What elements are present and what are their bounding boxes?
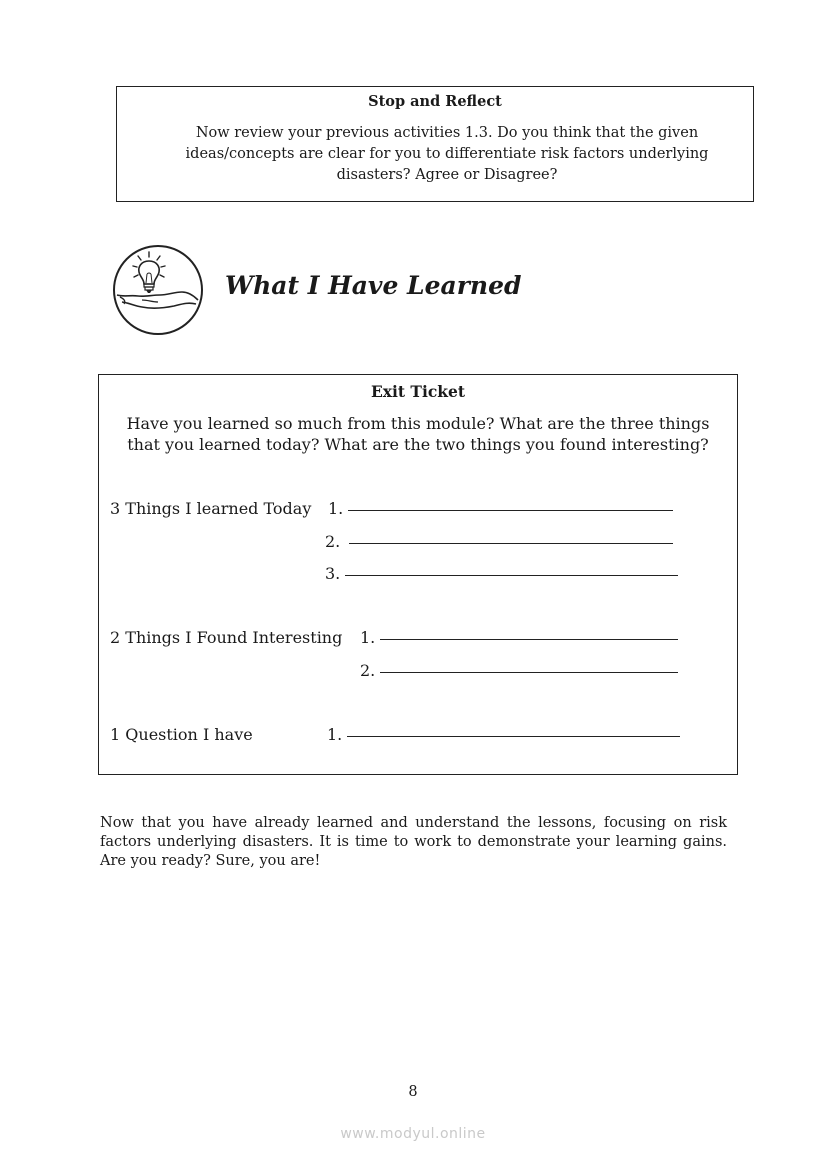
- question-blank-1[interactable]: [327, 725, 680, 744]
- exit-ticket-box: [98, 374, 738, 775]
- blank-number: 1.: [327, 725, 343, 744]
- learned-today-label: 3 Things I learned Today: [110, 499, 312, 518]
- blank-number: 2.: [325, 532, 341, 551]
- learned-today-blank-2[interactable]: [325, 532, 673, 551]
- blank-number: 1.: [328, 499, 344, 518]
- answer-line[interactable]: [348, 509, 673, 511]
- question-label: 1 Question I have: [110, 725, 253, 744]
- answer-line[interactable]: [345, 574, 678, 576]
- answer-line[interactable]: [347, 735, 680, 737]
- answer-line[interactable]: [380, 638, 678, 640]
- blank-number: 3.: [325, 564, 341, 583]
- answer-line[interactable]: [349, 542, 673, 544]
- stop-and-reflect-box: [116, 86, 754, 202]
- found-interesting-label: 2 Things I Found Interesting: [110, 628, 343, 647]
- exit-ticket-intro: Have you learned so much from this module? What are the three things that you learned today? What are the two things you found interesting?: [126, 414, 710, 454]
- learned-today-blank-1[interactable]: [328, 499, 673, 518]
- exit-ticket-title: Exit Ticket: [370, 382, 466, 401]
- page-number: 8: [408, 1084, 418, 1100]
- answer-line[interactable]: [380, 671, 678, 673]
- section-title: What I Have Learned: [225, 271, 522, 300]
- reflect-body: Now review your previous activities 1.3. Do you think that the given ideas/concepts are clear for you to differentiate risk factors underlying disasters? Agree or Disagree?: [185, 125, 709, 183]
- reflect-title: Stop and Reflect: [368, 93, 502, 110]
- blank-number: 1.: [360, 628, 376, 647]
- blank-number: 2.: [360, 661, 376, 680]
- found-interesting-blank-1[interactable]: [360, 628, 678, 647]
- found-interesting-blank-2[interactable]: [360, 661, 678, 680]
- lightbulb-hand-icon: [112, 244, 204, 336]
- closing-paragraph: Now that you have already learned and understand the lessons, focusing on risk factors underlying disasters. It is time to work to demonstrate your learning gains. Are you ready? Sure, you are!: [100, 815, 727, 869]
- learned-today-blank-3[interactable]: [325, 564, 678, 583]
- watermark: www.modyul.online: [340, 1126, 486, 1142]
